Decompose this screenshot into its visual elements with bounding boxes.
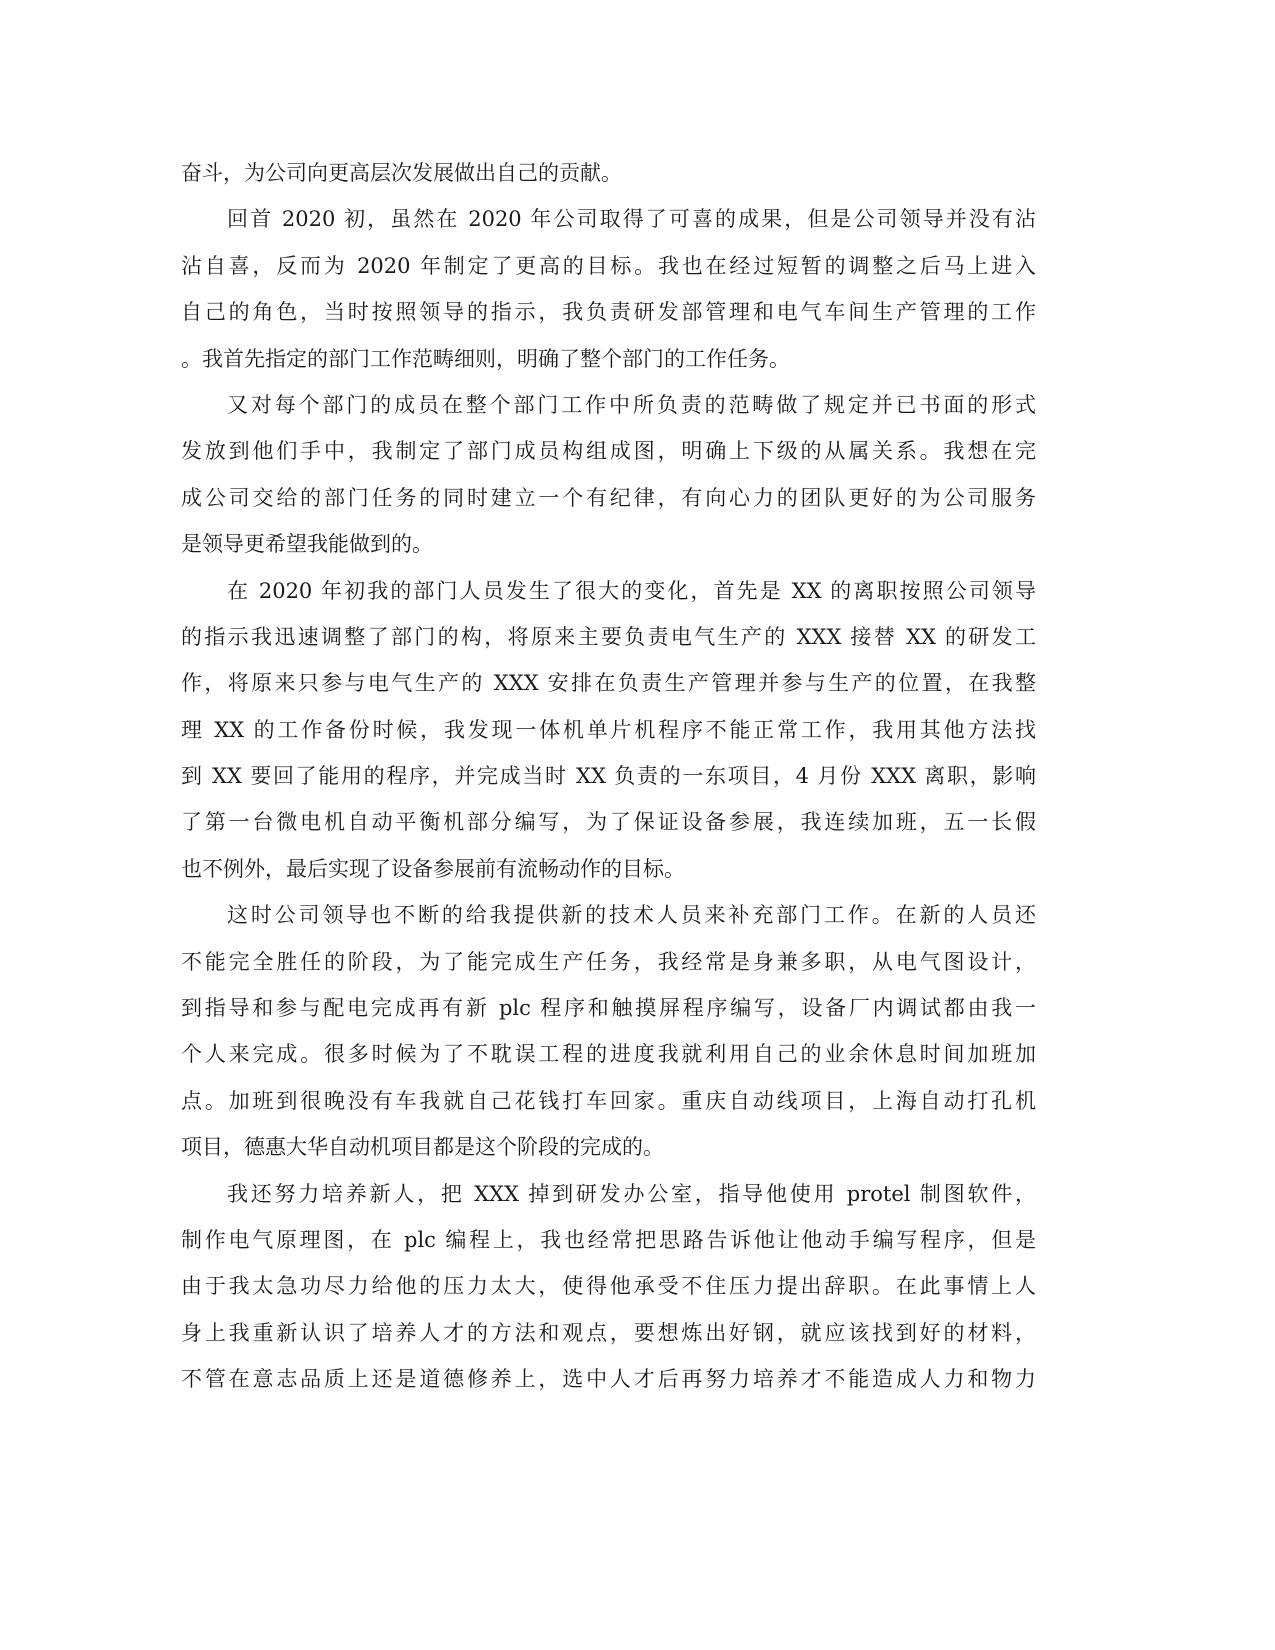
text-line: 沾自喜，反而为 2020 年制定了更高的目标。我也在经过短暂的调整之后马上进入 — [181, 253, 1036, 278]
text-line: 制作电气原理图，在 plc 编程上，我也经常把思路告诉他让他动手编写程序，但是 — [181, 1227, 1036, 1252]
text-line: 不管在意志品质上还是道德修养上，选中人才后再努力培养才不能造成人力和物力 — [181, 1367, 1036, 1392]
text-line: 的指示我迅速调整了部门的构，将原来主要负责电气生产的 XXX 接替 XX 的研发工 — [181, 624, 1036, 649]
text-line: 个人来完成。很多时候为了不耽误工程的进度我就利用自己的业余休息时间加班加 — [181, 1042, 1036, 1067]
text-line: 奋斗，为公司向更高层次发展做出自己的贡献。 — [181, 161, 622, 185]
text-line: 又对每个部门的成员在整个部门工作中所负责的范畴做了规定并已书面的形式 — [227, 392, 1036, 417]
text-line: 到 XX 要回了能用的程序，并完成当时 XX 负责的一东项目，4 月份 XXX 离职，影响 — [181, 764, 1036, 789]
text-line: 了第一台微电机自动平衡机部分编写，为了保证设备参展，我连续加班，五一长假 — [181, 810, 1036, 835]
text-line: 由于我太急功尽力给他的压力太大，使得他承受不住压力提出辞职。在此事情上人 — [181, 1274, 1036, 1299]
text-line: 作，将原来只参与电气生产的 XXX 安排在负责生产管理并参与生产的位置，在我整 — [181, 671, 1036, 696]
text-line: 成公司交给的部门任务的同时建立一个有纪律，有向心力的团队更好的为公司服务 — [181, 485, 1036, 510]
text-line: 这时公司领导也不断的给我提供新的技术人员来补充部门工作。在新的人员还 — [227, 903, 1036, 928]
text-line: 理 XX 的工作备份时候，我发现一体机单片机程序不能正常工作，我用其他方法找 — [181, 717, 1036, 742]
text-line: 自己的角色，当时按照领导的指示，我负责研发部管理和电气车间生产管理的工作 — [181, 300, 1036, 325]
text-line: 是领导更希望我能做到的。 — [181, 532, 433, 557]
text-line: 回首 2020 初，虽然在 2020 年公司取得了可喜的成果，但是公司领导并没有沾 — [227, 207, 1036, 232]
text-line: 也不例外，最后实现了设备参展前有流畅动作的目标。 — [181, 856, 685, 881]
text-line: 。我首先指定的部门工作范畴细则，明确了整个部门的工作任务。 — [181, 346, 790, 371]
text-line: 我还努力培养新人，把 XXX 掉到研发办公室，指导他使用 protel 制图软件， — [227, 1181, 1036, 1206]
text-line: 点。加班到很晚没有车我就自己花钱打车回家。重庆自动线项目，上海自动打孔机 — [181, 1088, 1036, 1113]
text-line: 在 2020 年初我的部门人员发生了很大的变化，首先是 XX 的离职按照公司领导 — [227, 578, 1036, 603]
text-line: 不能完全胜任的阶段，为了能完成生产任务，我经常是身兼多职，从电气图设计， — [181, 949, 1036, 974]
text-line: 发放到他们手中，我制定了部门成员构组成图，明确上下级的从属关系。我想在完 — [181, 439, 1036, 464]
text-line: 身上我重新认识了培养人才的方法和观点，要想炼出好钢，就应该找到好的材料， — [181, 1320, 1036, 1345]
text-line: 项目，德惠大华自动机项目都是这个阶段的完成的。 — [181, 1135, 664, 1160]
text-line: 到指导和参与配电完成再有新 plc 程序和触摸屏程序编写，设备厂内调试都由我一 — [181, 996, 1036, 1021]
document-body — [181, 150, 1036, 1403]
